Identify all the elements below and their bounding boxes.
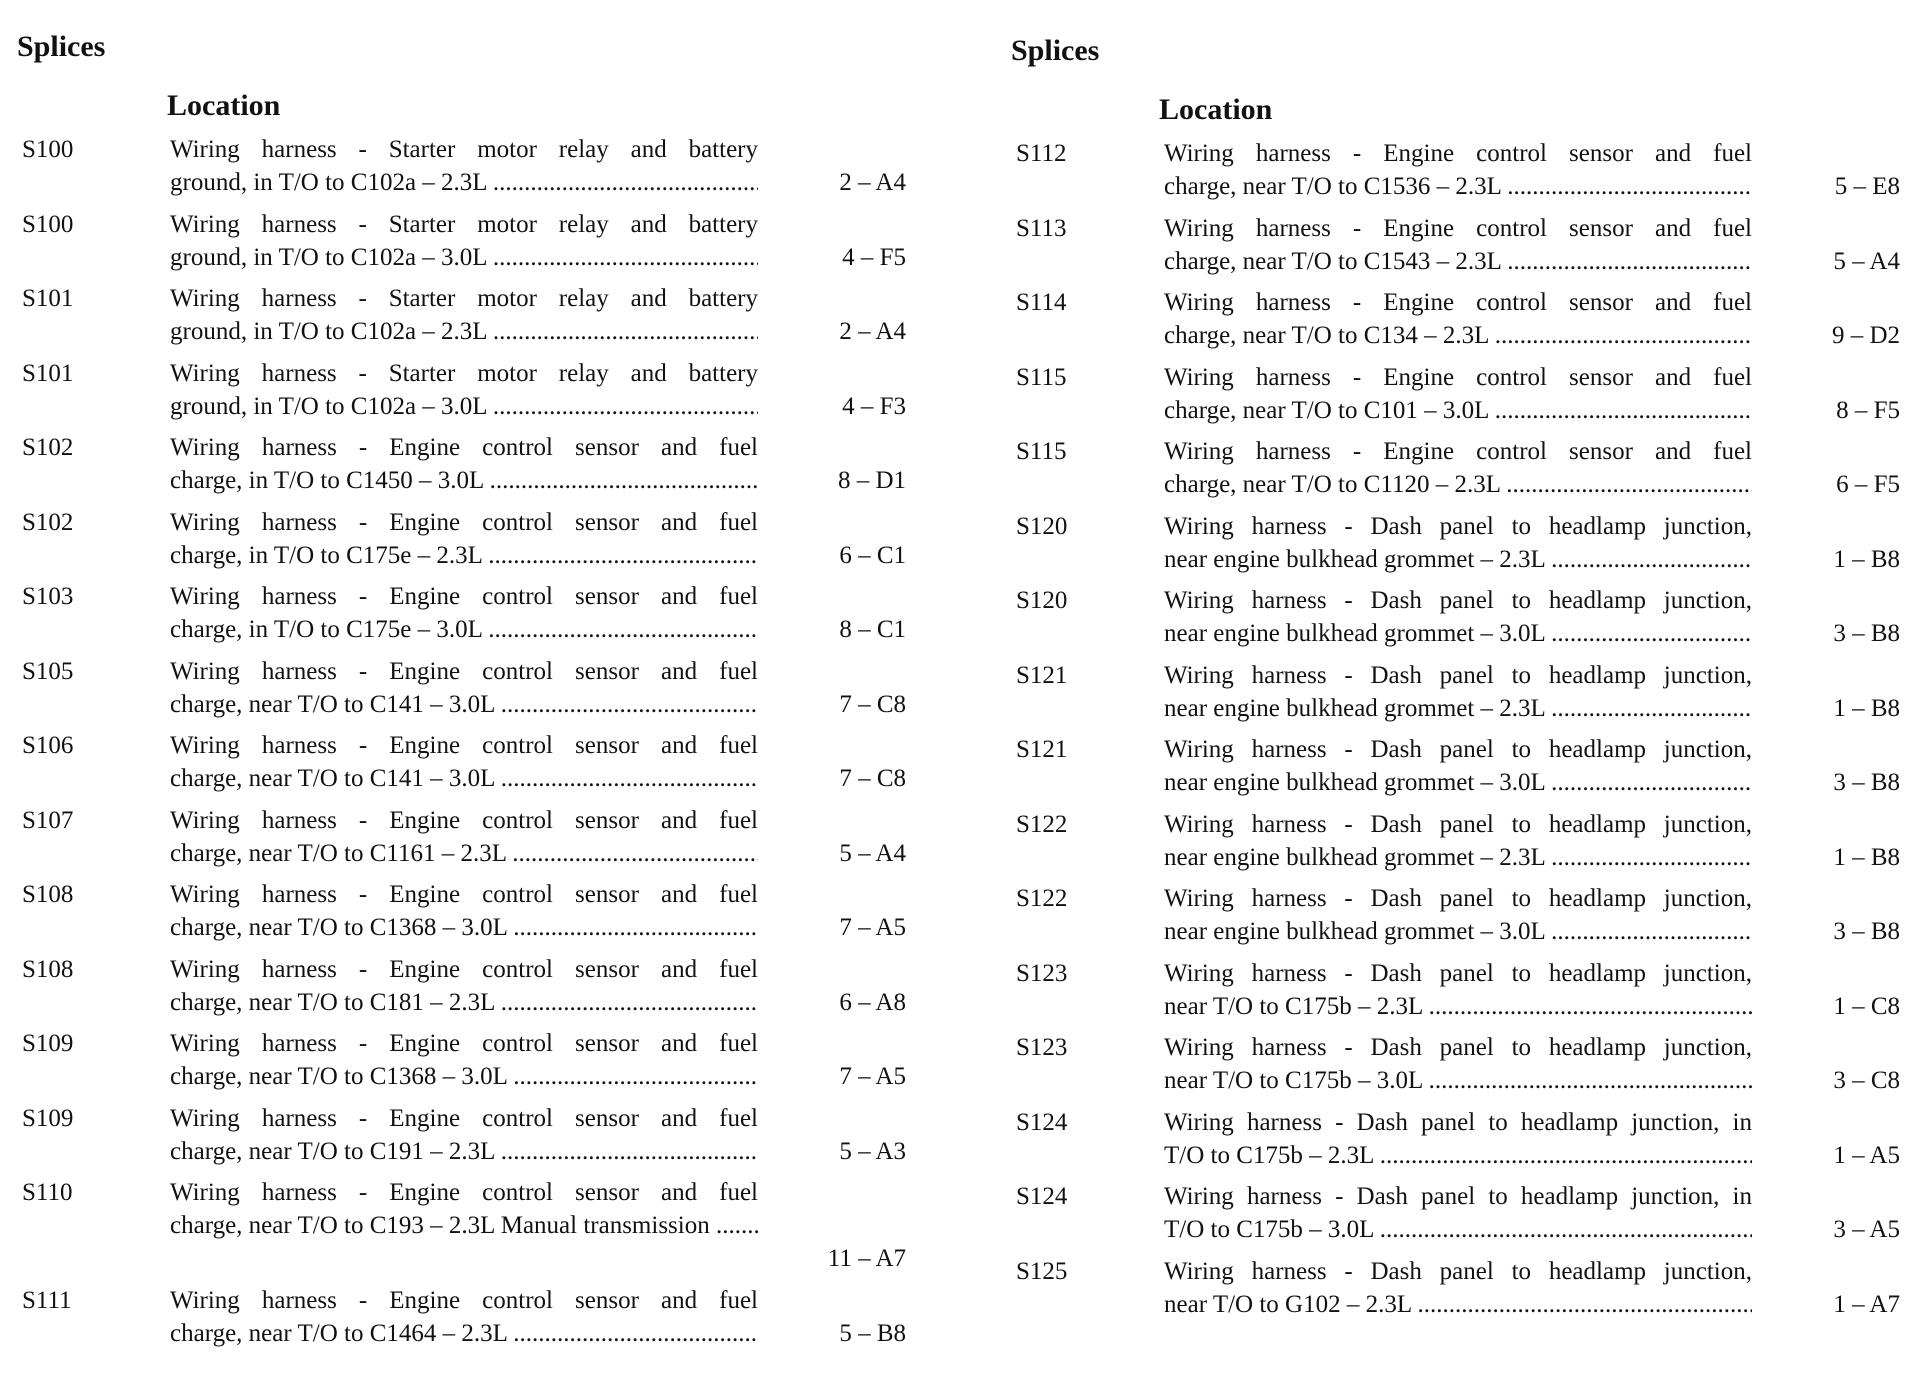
splice-code: S109 [22,1104,74,1132]
splice-entry [994,957,1918,1032]
splice-location [170,655,758,721]
splice-entry [994,510,1918,585]
splice-entry [0,729,930,804]
splice-entry [0,953,930,1028]
location-line-1: Wiring harness - Engine control sensor and fuel [170,732,758,759]
location-line-2: charge, in T/O to C1450 – 3.0L ..... [170,464,758,497]
location-line-2: near engine bulkhead grommet – 2.3L ..... [1164,692,1752,725]
location-line-1: Wiring harness - Engine control sensor and fuel [170,1104,758,1132]
splice-location [1164,286,1752,352]
diagram-reference: 6 – C1 [839,541,906,569]
location-line-1: Wiring harness - Engine control sensor and fuel [1164,363,1752,391]
location-line-2: charge, near T/O to C1120 – 2.3L ..... [1164,468,1752,501]
splice-entry [0,282,930,357]
splice-code: S124 [1016,1108,1068,1136]
location-line-2: charge, near T/O to C1368 – 3.0L ..... [170,911,758,944]
splice-location [1164,510,1752,576]
splice-entry [994,808,1918,883]
location-line-2: charge, in T/O to C175e – 2.3L ..... [170,539,758,572]
splice-code: S100 [22,210,74,238]
splice-entry [994,882,1918,957]
diagram-reference: 7 – A5 [839,914,906,941]
splice-code: S124 [1016,1183,1068,1210]
splice-list [0,133,930,1359]
splice-location [170,282,758,348]
splice-entry [994,1255,1918,1330]
splice-location [1164,435,1752,501]
location-line-2: ground, in T/O to C102a – 2.3L ..... [170,166,758,199]
splice-entry [0,655,930,730]
splice-entry [994,659,1918,734]
location-line-1: Wiring harness - Engine control sensor and fuel [170,583,758,610]
location-line-2: charge, near T/O to C1543 – 2.3L ..... [1164,245,1752,278]
diagram-reference: 7 – C8 [839,690,906,718]
splice-location [1164,584,1752,650]
location-line-1: Wiring harness - Engine control sensor and fuel [1164,140,1752,167]
diagram-reference: 9 – D2 [1831,322,1900,349]
diagram-reference: 5 – A4 [1833,247,1900,275]
splice-code: S102 [22,434,74,461]
location-line-1: Wiring harness - Engine control sensor and fuel [1164,438,1752,465]
splice-location [170,506,758,572]
location-line-2: near engine bulkhead grommet – 2.3L ..... [1164,543,1752,576]
splice-code: S110 [22,1179,73,1206]
splice-entry [0,804,930,879]
diagram-reference: 6 – A8 [839,988,906,1016]
diagram-reference: 3 – B8 [1833,620,1900,647]
location-line-2: charge, near T/O to C1368 – 3.0L ..... [170,1060,758,1093]
location-line-2: T/O to C175b – 2.3L ..... [1164,1139,1752,1172]
location-line-1: Wiring harness - Engine control sensor and fuel [170,1030,758,1057]
splice-code: S121 [1016,661,1068,689]
location-line-1: Wiring harness - Dash panel to headlamp junction, [1164,661,1752,689]
diagram-reference: 5 – A4 [839,839,906,867]
splice-location [1164,957,1752,1023]
splice-code: S105 [22,657,74,685]
location-line-2: charge, near T/O to C191 – 2.3L ..... [170,1135,758,1168]
location-line-2: charge, near T/O to C141 – 3.0L ..... [170,688,758,721]
diagram-reference: 7 – A5 [839,1063,906,1090]
splice-entry [0,208,930,283]
splice-entry [994,361,1918,436]
splice-entry [994,584,1918,659]
location-line-2: charge, near T/O to C134 – 2.3L ..... [1164,319,1752,352]
diagram-reference: 8 – F5 [1836,396,1900,424]
splice-entry [0,878,930,953]
diagram-reference: 3 – B8 [1833,918,1900,945]
location-line-1: Wiring harness - Dash panel to headlamp junction, [1164,587,1752,614]
location-line-2: charge, near T/O to C101 – 3.0L ..... [1164,394,1752,427]
splice-code: S122 [1016,885,1068,912]
splice-location [1164,659,1752,725]
splice-code: S112 [1016,140,1067,167]
splice-location [170,1027,758,1093]
splice-location [170,804,758,870]
splice-entry [994,733,1918,808]
splice-location [170,580,758,646]
diagram-reference: 4 – F5 [842,243,906,271]
splice-entry [0,580,930,655]
location-line-1: Wiring harness - Engine control sensor and fuel [170,1287,758,1314]
diagram-reference: 1 – B8 [1833,545,1900,573]
diagram-reference: 5 – E8 [1834,173,1900,200]
splice-code: S120 [1016,587,1068,614]
diagram-reference: 5 – B8 [839,1320,906,1347]
splice-location [1164,1180,1752,1246]
splice-entry [0,1102,930,1177]
splice-entry [994,1031,1918,1106]
location-line-1: Wiring harness - Engine control sensor and fuel [170,434,758,461]
splice-entry [994,137,1918,212]
diagram-reference: 1 – A5 [1833,1141,1900,1169]
splice-location [1164,882,1752,948]
location-line-1: Wiring harness - Engine control sensor and fuel [1164,214,1752,242]
splice-code: S123 [1016,959,1068,987]
location-line-1: Wiring harness - Engine control sensor and fuel [170,806,758,834]
location-line-2: T/O to C175b – 3.0L ..... [1164,1213,1752,1246]
location-line-1: Wiring harness - Dash panel to headlamp junction, [1164,810,1752,838]
diagram-reference: 8 – C1 [839,616,906,643]
diagram-reference: 1 – C8 [1833,992,1900,1020]
diagram-reference: 6 – F5 [1836,471,1900,498]
splice-entry [994,1180,1918,1255]
diagram-reference: 4 – F3 [842,392,906,420]
splice-entry [994,435,1918,510]
splice-location [170,133,758,199]
splice-location [1164,361,1752,427]
location-line-2: charge, near T/O to C1464 – 2.3L ..... [170,1317,758,1350]
location-line-1: Wiring harness - Engine control sensor and fuel [170,508,758,536]
splice-location [170,878,758,944]
location-line-2: ground, in T/O to C102a – 3.0L ..... [170,390,758,423]
splice-location [170,1176,758,1242]
splice-entry [0,431,930,506]
diagram-reference: 1 – B8 [1833,843,1900,871]
location-line-2: charge, near T/O to C1161 – 2.3L ..... [170,837,758,870]
splice-entry [994,286,1918,361]
location-line-1: Wiring harness - Engine control sensor and fuel [1164,289,1752,316]
splice-code: S101 [22,285,74,312]
diagram-reference: 5 – A3 [839,1137,906,1165]
splice-location [170,1284,758,1350]
location-line-2: near engine bulkhead grommet – 3.0L ..... [1164,915,1752,948]
location-line-2: near T/O to C175b – 2.3L ..... [1164,990,1752,1023]
splice-code: S113 [1016,214,1067,242]
location-line-1: Wiring harness - Dash panel to headlamp junction, [1164,736,1752,763]
location-line-2: charge, near T/O to C181 – 2.3L ..... [170,986,758,1019]
location-line-1: Wiring harness - Dash panel to headlamp junction, in [1164,1183,1752,1210]
splice-code: S101 [22,359,74,387]
splice-list [994,137,1918,1329]
location-line-2: ground, in T/O to C102a – 3.0L ..... [170,241,758,274]
diagram-reference: 1 – A7 [1833,1290,1900,1318]
location-line-1: Wiring harness - Starter motor relay and battery [170,136,758,163]
splice-code: S125 [1016,1257,1068,1285]
splice-entry [0,1176,930,1284]
location-line-1: Wiring harness - Dash panel to headlamp junction, [1164,959,1752,987]
splice-location [170,729,758,795]
splice-code: S107 [22,806,74,834]
location-line-1: Wiring harness - Engine control sensor and fuel [170,1179,758,1206]
diagram-reference: 2 – A4 [839,169,906,196]
diagram-reference: 1 – B8 [1833,694,1900,722]
diagram-reference: 3 – B8 [1833,769,1900,796]
location-line-2: charge, near T/O to C141 – 3.0L ..... [170,762,758,795]
location-line-1: Wiring harness - Engine control sensor and fuel [170,657,758,685]
splice-location [1164,808,1752,874]
splice-location [170,953,758,1019]
diagram-reference: 8 – D1 [837,467,906,494]
splice-code: S115 [1016,363,1067,391]
splice-location [170,1102,758,1168]
section-title: Splices [1011,34,1100,67]
diagram-reference: 2 – A4 [839,318,906,345]
splice-location [1164,212,1752,278]
splice-code: S121 [1016,736,1068,763]
splice-code: S108 [22,881,74,908]
diagram-reference: 3 – A5 [1833,1216,1900,1243]
splice-code: S115 [1016,438,1067,465]
location-line-2: near T/O to C175b – 3.0L ..... [1164,1064,1752,1097]
location-line-2: charge, in T/O to C175e – 3.0L ..... [170,613,758,646]
location-line-2: charge, near T/O to C193 – 2.3L Manual transmission ..... [170,1209,758,1242]
splice-entry [0,1027,930,1102]
location-line-2: near engine bulkhead grommet – 2.3L ..... [1164,841,1752,874]
location-line-1: Wiring harness - Engine control sensor and fuel [170,881,758,908]
splice-location [1164,733,1752,799]
location-line-1: Wiring harness - Dash panel to headlamp junction, [1164,512,1752,540]
location-line-2: near engine bulkhead grommet – 3.0L ..... [1164,766,1752,799]
splice-location [1164,1031,1752,1097]
splice-location [170,208,758,274]
splice-location [170,431,758,497]
splice-entry [994,212,1918,287]
location-line-2: charge, near T/O to C1536 – 2.3L ..... [1164,170,1752,203]
splice-code: S103 [22,583,74,610]
splice-entry [0,357,930,432]
diagram-reference: 11 – A7 [827,1245,906,1272]
diagram-reference: 3 – C8 [1833,1067,1900,1094]
splice-entry [0,133,930,208]
splice-location [1164,1255,1752,1321]
section-title: Splices [17,30,106,63]
splice-code: S114 [1016,289,1067,316]
splice-code: S109 [22,1030,74,1057]
splice-location [170,357,758,423]
location-line-2: near engine bulkhead grommet – 3.0L ..... [1164,617,1752,650]
splice-code: S100 [22,136,74,163]
splice-entry [0,1284,930,1359]
location-line-1: Wiring harness - Dash panel to headlamp junction, [1164,1257,1752,1285]
splice-code: S120 [1016,512,1068,540]
location-line-2: near T/O to G102 – 2.3L ..... [1164,1288,1752,1321]
splice-code: S102 [22,508,74,536]
location-line-1: Wiring harness - Engine control sensor and fuel [170,955,758,983]
splice-code: S123 [1016,1034,1068,1061]
location-line-1: Wiring harness - Dash panel to headlamp junction, [1164,885,1752,912]
splice-code: S122 [1016,810,1068,838]
location-line-1: Wiring harness - Starter motor relay and battery [170,210,758,238]
location-line-1: Wiring harness - Dash panel to headlamp junction, in [1164,1108,1752,1136]
splice-code: S108 [22,955,74,983]
location-column-header: Location [1159,93,1273,126]
location-line-1: Wiring harness - Starter motor relay and battery [170,359,758,387]
splice-location [1164,137,1752,203]
location-line-2: ground, in T/O to C102a – 2.3L ..... [170,315,758,348]
splice-entry [0,506,930,581]
splice-code: S111 [22,1287,72,1314]
diagram-reference: 7 – C8 [839,765,906,792]
splice-entry [994,1106,1918,1181]
location-line-1: Wiring harness - Starter motor relay and battery [170,285,758,312]
splice-location [1164,1106,1752,1172]
location-column-header: Location [167,89,281,122]
splice-code: S106 [22,732,74,759]
location-line-1: Wiring harness - Dash panel to headlamp junction, [1164,1034,1752,1061]
